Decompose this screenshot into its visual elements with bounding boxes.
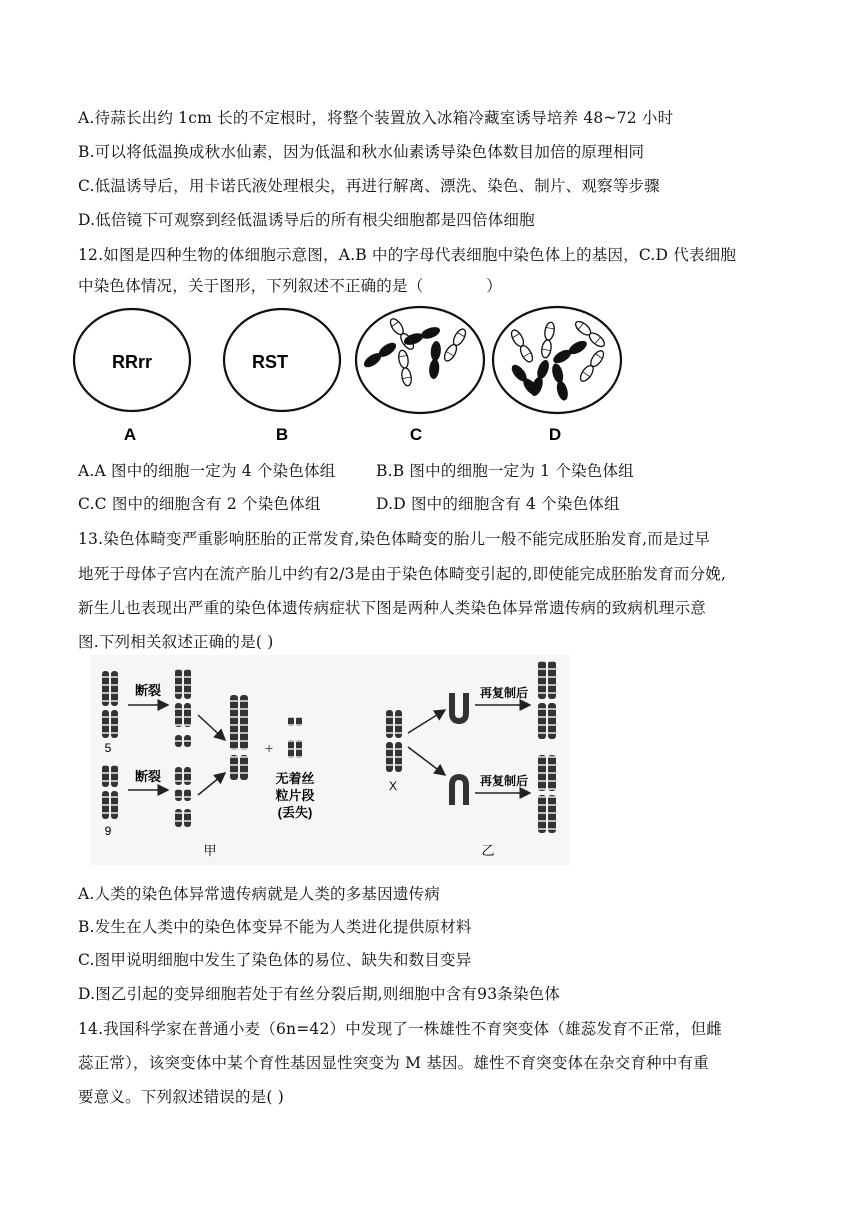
cell-d-label: D: [548, 425, 562, 444]
cell-b-genes: RST: [252, 352, 288, 372]
q13-chromosome-figure: [90, 655, 570, 865]
lost-fragment-label-2: 粒片段: [275, 788, 315, 803]
q12-option-c: C.C 图中的细胞含有 2 个染色体组: [78, 495, 321, 513]
recopy-label-top: 再复制后: [480, 686, 529, 700]
figure-jia-label: 甲: [203, 843, 217, 858]
break-label-top: 断裂: [135, 683, 162, 698]
q12-stem-line2: 中染色体情况，关于图形，下列叙述不正确的是（ ）: [78, 277, 502, 295]
q11-option-d: D.低倍镜下可观察到经低温诱导后的所有根尖细胞都是四倍体细胞: [78, 211, 535, 229]
q14-stem-line1: 14.我国科学家在普通小麦（6n=42）中发现了一株雄性不育突变体（雄蕊发育不正常，但雌: [78, 1020, 723, 1038]
q14-stem-line2: 蕊正常），该突变体中某个育性基因显性突变为 M 基因。雄性不育突变体在杂交育种中有重: [78, 1054, 709, 1072]
plus-sign: +: [265, 740, 274, 756]
q13-option-b: B.发生在人类中的染色体变异不能为人类进化提供原材料: [78, 918, 472, 936]
q11-option-c: C.低温诱导后，用卡诺氏液处理根尖，再进行解离、漂洗、染色、制片、观察等步骤: [78, 177, 660, 195]
cell-c-label: C: [409, 425, 423, 444]
q13-option-d: D.图乙引起的变异细胞若处于有丝分裂后期,则细胞中含有93条染色体: [78, 985, 561, 1003]
cell-a-genes: RRrr: [111, 352, 153, 372]
cell-c: [356, 307, 484, 444]
q13-stem-line3: 新生儿也表现出严重的染色体遗传病症状下图是两种人类染色体异常遗传病的致病机理示意: [78, 599, 707, 617]
q12-stem-line1: 12.如图是四种生物的体细胞示意图，A.B 中的字母代表细胞中染色体上的基因，C.D 代表细胞: [78, 246, 737, 264]
q12-option-a: A.A 图中的细胞一定为 4 个染色体组: [78, 462, 336, 480]
q12-option-b: B.B 图中的细胞一定为 1 个染色体组: [376, 462, 634, 480]
lost-fragment-label-3: (丢失): [277, 805, 313, 820]
q12-option-d: D.D 图中的细胞含有 4 个染色体组: [376, 495, 620, 513]
q12-options-row1: [78, 459, 634, 481]
figure-yi-label: 乙: [481, 843, 495, 858]
q13-option-c: C.图甲说明细胞中发生了染色体的易位、缺失和数目变异: [78, 951, 472, 969]
q11-option-a: A.待蒜长出约 1cm 长的不定根时，将整个装置放入冰箱冷藏室诱导培养 48~72 小时: [78, 109, 674, 127]
q14-stem-line3: 要意义。下列叙述错误的是( ): [78, 1088, 285, 1106]
chromosome-5-label: 5: [104, 741, 112, 755]
cell-a: [74, 309, 190, 444]
cell-a-label: A: [123, 425, 137, 444]
break-label-bottom: 断裂: [135, 769, 162, 784]
chromosome-9-label: 9: [104, 824, 112, 838]
q11-option-b: B.可以将低温换成秋水仙素，因为低温和秋水仙素诱导染色体数目加倍的原理相同: [78, 143, 645, 161]
q13-stem-line4: 图.下列相关叙述正确的是( ): [78, 633, 274, 651]
q12-options-row2: [78, 492, 620, 514]
chromosome-x-label: X: [388, 779, 398, 793]
cell-d: [493, 307, 621, 444]
recopy-label-bottom: 再复制后: [480, 774, 529, 788]
lost-fragment-label-1: 无着丝: [275, 771, 315, 786]
cell-b-label: B: [275, 425, 289, 444]
q13-stem-line2: 地死于母体子宫内在流产胎儿中约有2/3是由于染色体畸变引起的,即使能完成胚胎发育而分娩,: [78, 565, 727, 583]
q13-option-a: A.人类的染色体异常遗传病就是人类的多基因遗传病: [78, 885, 440, 903]
cell-b: [224, 309, 340, 444]
q12-cell-figure: [70, 300, 630, 450]
q13-stem-line1: 13.染色体畸变严重影响胚胎的正常发育,染色体畸变的胎儿一般不能完成胚胎发育,而是过早: [78, 530, 711, 548]
